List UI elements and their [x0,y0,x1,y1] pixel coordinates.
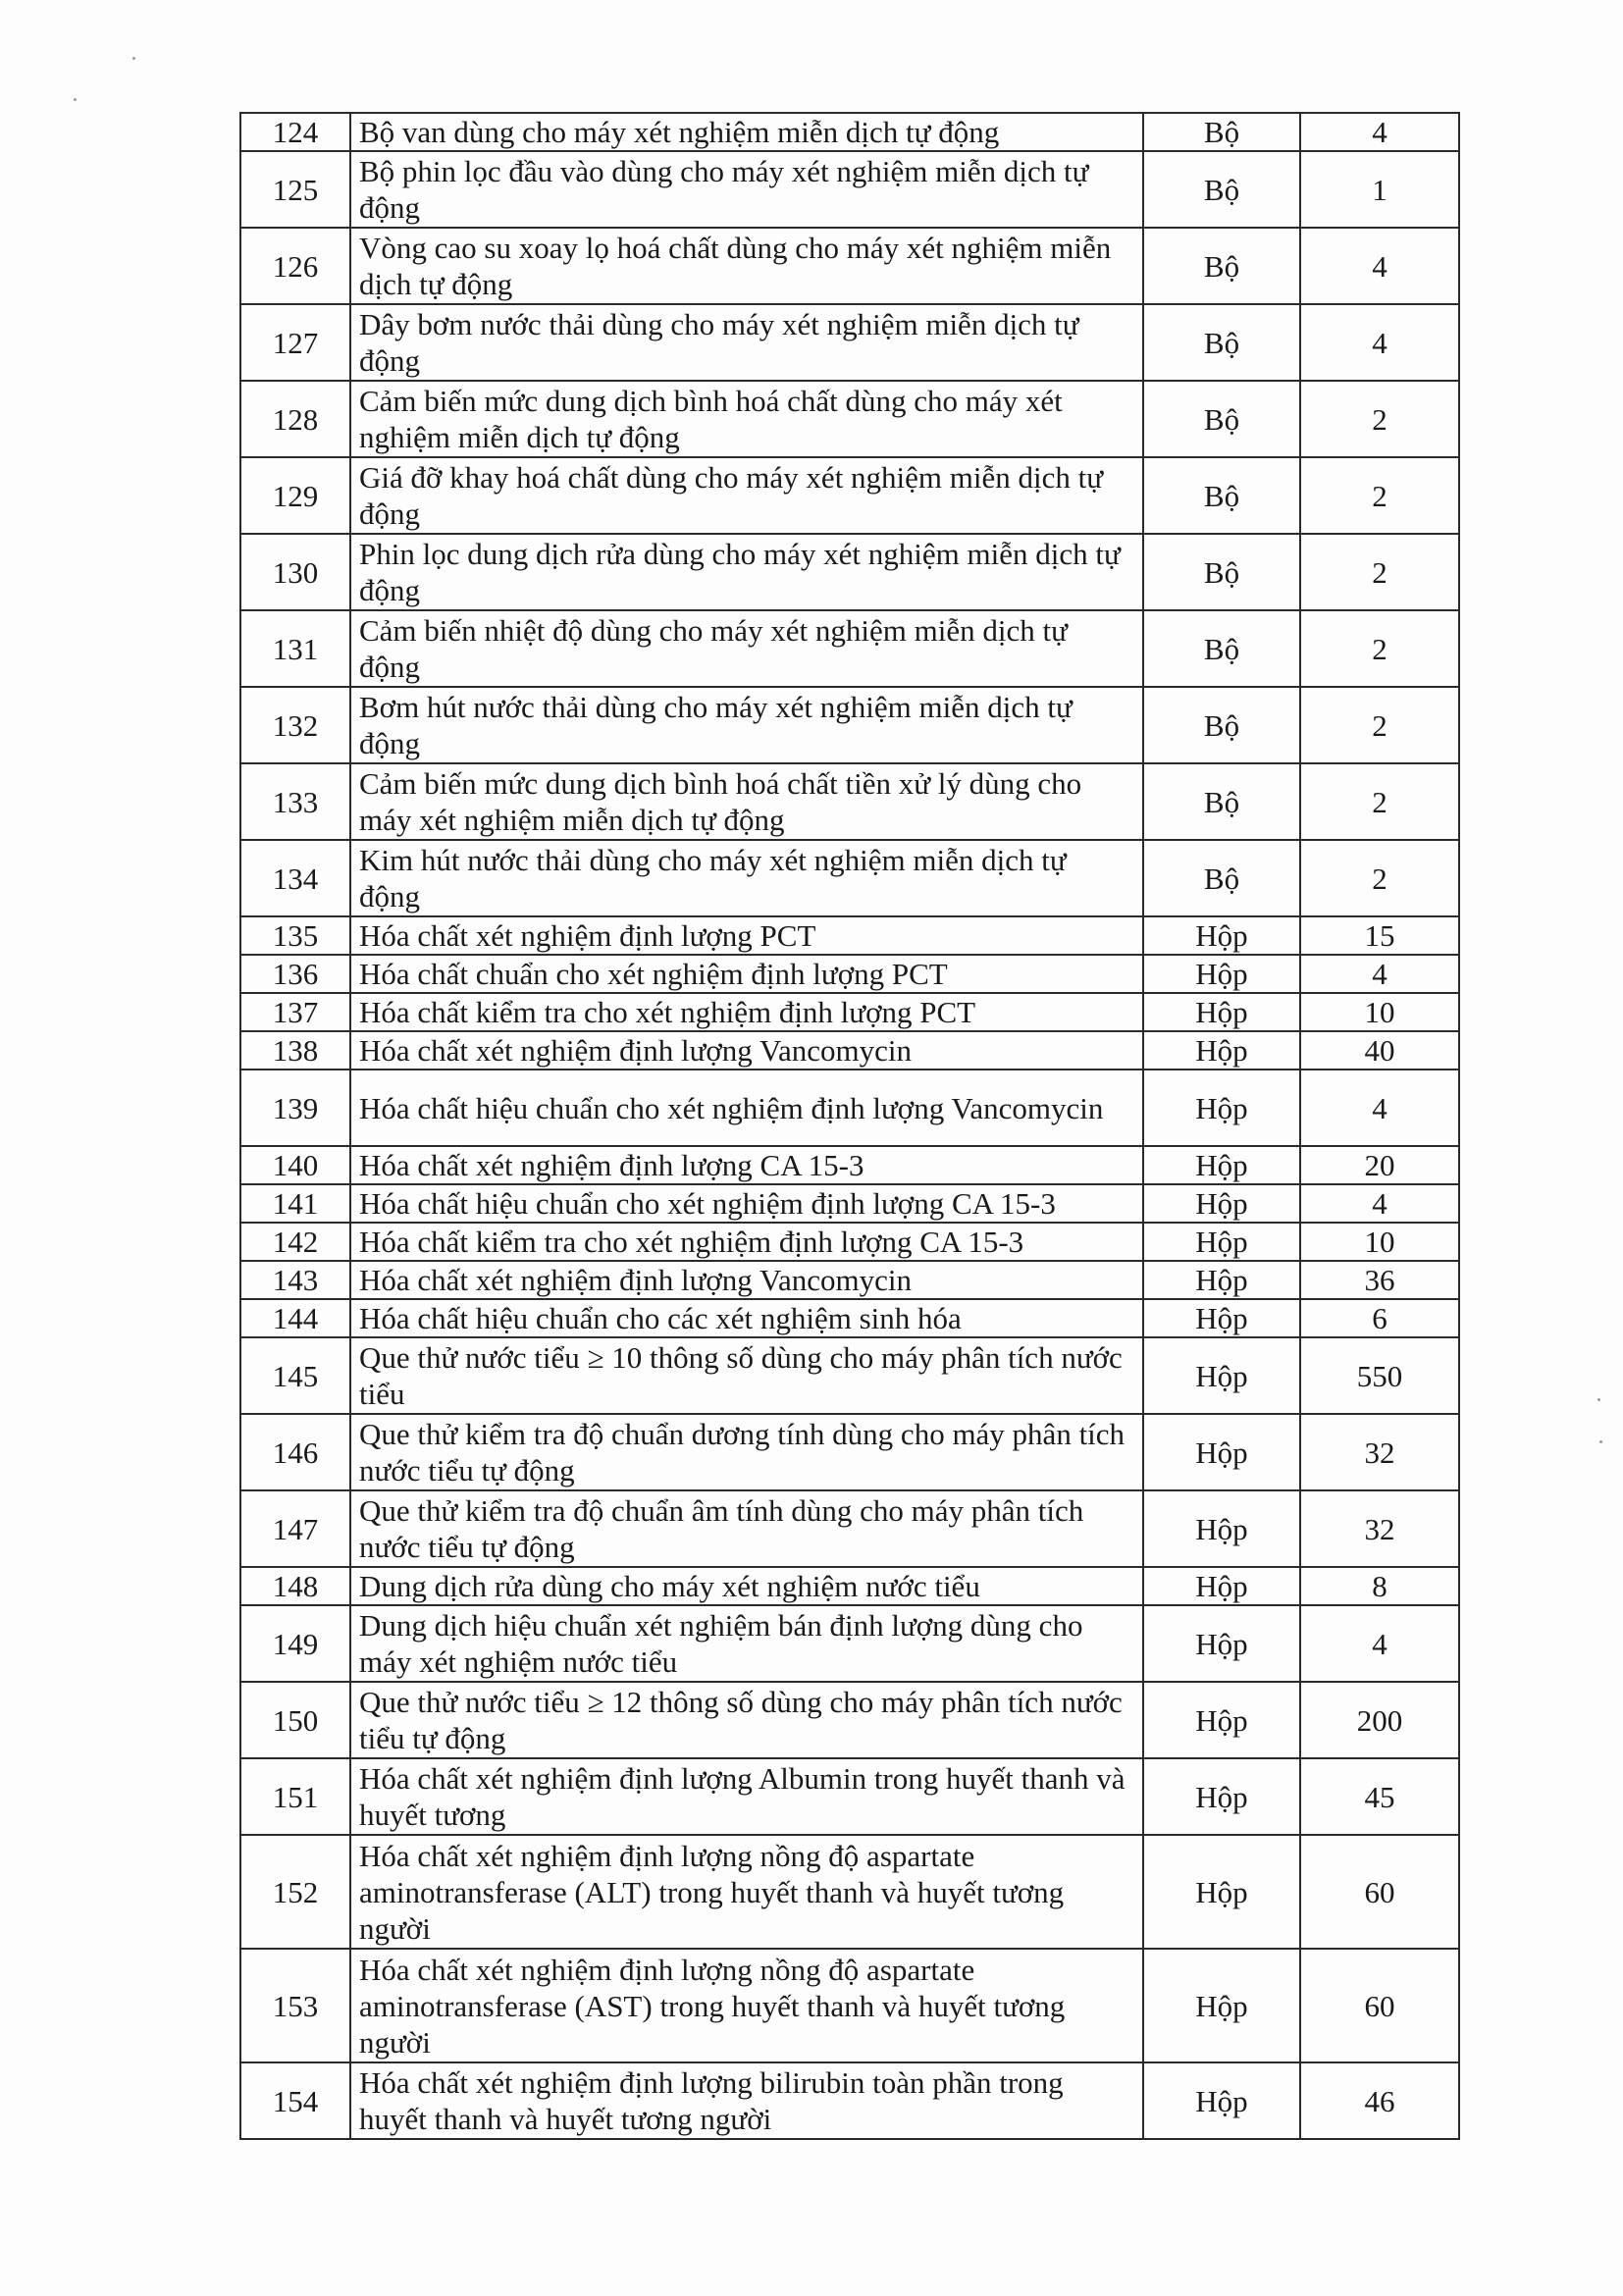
item-name: Dung dịch hiệu chuẩn xét nghiệm bán định lượng dùng cho máy xét nghiệm nước tiểu [350,1605,1143,1682]
row-number: 138 [240,1031,350,1070]
item-unit: Hộp [1143,1682,1300,1758]
item-name: Hóa chất xét nghiệm định lượng CA 15-3 [350,1146,1143,1184]
item-quantity: 2 [1300,610,1459,687]
row-number: 132 [240,687,350,763]
item-name: Hóa chất chuẩn cho xét nghiệm định lượng PCT [350,955,1143,993]
item-name: Dây bơm nước thải dùng cho máy xét nghiệm miễn dịch tự động [350,304,1143,381]
item-quantity: 4 [1300,1070,1459,1146]
item-unit: Hộp [1143,1261,1300,1299]
table-row [240,1567,1459,1605]
item-quantity: 15 [1300,916,1459,955]
scan-speck [1599,1440,1602,1443]
item-name: Bộ van dùng cho máy xét nghiệm miễn dịch tự động [350,113,1143,151]
item-unit: Hộp [1143,1567,1300,1605]
item-quantity: 2 [1300,457,1459,534]
item-name: Cảm biến mức dung dịch bình hoá chất dùng cho máy xét nghiệm miễn dịch tự động [350,381,1143,457]
table-row [240,1758,1459,1835]
item-name: Vòng cao su xoay lọ hoá chất dùng cho máy xét nghiệm miễn dịch tự động [350,228,1143,304]
table-row [240,2062,1459,2139]
item-name: Hóa chất xét nghiệm định lượng Vancomycin [350,1261,1143,1299]
item-quantity: 40 [1300,1031,1459,1070]
row-number: 142 [240,1223,350,1261]
row-number: 150 [240,1682,350,1758]
item-quantity: 10 [1300,993,1459,1031]
supplies-table [239,112,1460,2140]
item-name: Que thử nước tiểu ≥ 10 thông số dùng cho máy phân tích nước tiểu [350,1337,1143,1414]
item-unit: Hộp [1143,1605,1300,1682]
item-name: Hóa chất xét nghiệm định lượng PCT [350,916,1143,955]
row-number: 148 [240,1567,350,1605]
row-number: 139 [240,1070,350,1146]
table-row [240,534,1459,610]
table-row [240,1031,1459,1070]
row-number: 144 [240,1299,350,1337]
item-name: Hóa chất xét nghiệm định lượng nồng độ aspartate aminotransferase (ALT) trong huyết thanh và huyết tương người [350,1835,1143,1949]
row-number: 140 [240,1146,350,1184]
item-quantity: 4 [1300,228,1459,304]
supplies-table-body [240,113,1459,2139]
table-row [240,113,1459,151]
item-name: Dung dịch rửa dùng cho máy xét nghiệm nước tiểu [350,1567,1143,1605]
item-name: Bơm hút nước thải dùng cho máy xét nghiệm miễn dịch tự động [350,687,1143,763]
table-row [240,1682,1459,1758]
item-name: Hóa chất xét nghiệm định lượng Vancomycin [350,1031,1143,1070]
item-quantity: 2 [1300,763,1459,840]
table-row [240,1835,1459,1949]
row-number: 130 [240,534,350,610]
item-name: Cảm biến nhiệt độ dùng cho máy xét nghiệm miễn dịch tự động [350,610,1143,687]
item-quantity: 4 [1300,1184,1459,1223]
item-quantity: 6 [1300,1299,1459,1337]
item-name: Hóa chất kiểm tra cho xét nghiệm định lượng CA 15-3 [350,1223,1143,1261]
table-row [240,916,1459,955]
table-row [240,1337,1459,1414]
item-quantity: 4 [1300,113,1459,151]
item-unit: Hộp [1143,916,1300,955]
item-unit: Bộ [1143,381,1300,457]
item-unit: Hộp [1143,1184,1300,1223]
table-row [240,151,1459,228]
row-number: 151 [240,1758,350,1835]
item-unit: Hộp [1143,1070,1300,1146]
item-name: Que thử kiểm tra độ chuẩn âm tính dùng cho máy phân tích nước tiểu tự động [350,1490,1143,1567]
row-number: 145 [240,1337,350,1414]
item-name: Que thử kiểm tra độ chuẩn dương tính dùng cho máy phân tích nước tiểu tự động [350,1414,1143,1490]
item-name: Hóa chất hiệu chuẩn cho xét nghiệm định lượng Vancomycin [350,1070,1143,1146]
item-unit: Hộp [1143,1031,1300,1070]
table-row [240,1490,1459,1567]
table-row [240,1184,1459,1223]
table-row [240,1146,1459,1184]
item-unit: Hộp [1143,993,1300,1031]
table-row [240,1605,1459,1682]
item-quantity: 36 [1300,1261,1459,1299]
row-number: 154 [240,2062,350,2139]
row-number: 143 [240,1261,350,1299]
row-number: 146 [240,1414,350,1490]
table-row [240,1414,1459,1490]
item-unit: Hộp [1143,1490,1300,1567]
row-number: 152 [240,1835,350,1949]
item-quantity: 2 [1300,840,1459,916]
item-unit: Bộ [1143,687,1300,763]
item-name: Phin lọc dung dịch rửa dùng cho máy xét nghiệm miễn dịch tự động [350,534,1143,610]
item-quantity: 45 [1300,1758,1459,1835]
table-row [240,955,1459,993]
scan-speck [74,98,77,101]
item-quantity: 8 [1300,1567,1459,1605]
item-unit: Hộp [1143,1146,1300,1184]
table-row [240,1223,1459,1261]
item-unit: Bộ [1143,151,1300,228]
row-number: 149 [240,1605,350,1682]
row-number: 133 [240,763,350,840]
item-unit: Bộ [1143,304,1300,381]
item-quantity: 2 [1300,687,1459,763]
table-row [240,1070,1459,1146]
item-unit: Hộp [1143,955,1300,993]
table-row [240,381,1459,457]
item-quantity: 4 [1300,1605,1459,1682]
row-number: 136 [240,955,350,993]
row-number: 128 [240,381,350,457]
row-number: 153 [240,1949,350,2062]
item-quantity: 200 [1300,1682,1459,1758]
table-row [240,763,1459,840]
row-number: 134 [240,840,350,916]
item-quantity: 4 [1300,304,1459,381]
item-unit: Bộ [1143,763,1300,840]
item-name: Hóa chất kiểm tra cho xét nghiệm định lượng PCT [350,993,1143,1031]
table-row [240,1261,1459,1299]
table-row [240,457,1459,534]
item-name: Giá đỡ khay hoá chất dùng cho máy xét nghiệm miễn dịch tự động [350,457,1143,534]
item-quantity: 46 [1300,2062,1459,2139]
item-unit: Bộ [1143,840,1300,916]
item-quantity: 1 [1300,151,1459,228]
item-unit: Hộp [1143,1337,1300,1414]
table-row [240,993,1459,1031]
item-quantity: 60 [1300,1949,1459,2062]
item-quantity: 2 [1300,381,1459,457]
item-quantity: 10 [1300,1223,1459,1261]
table-row [240,1299,1459,1337]
row-number: 135 [240,916,350,955]
item-quantity: 2 [1300,534,1459,610]
item-name: Hóa chất hiệu chuẩn cho các xét nghiệm sinh hóa [350,1299,1143,1337]
row-number: 124 [240,113,350,151]
item-quantity: 32 [1300,1414,1459,1490]
item-name: Hóa chất hiệu chuẩn cho xét nghiệm định lượng CA 15-3 [350,1184,1143,1223]
item-name: Bộ phin lọc đầu vào dùng cho máy xét nghiệm miễn dịch tự động [350,151,1143,228]
item-quantity: 550 [1300,1337,1459,1414]
item-name: Hóa chất xét nghiệm định lượng nồng độ aspartate aminotransferase (AST) trong huyết thanh và huyết tương người [350,1949,1143,2062]
item-unit: Hộp [1143,1835,1300,1949]
table-row [240,687,1459,763]
row-number: 129 [240,457,350,534]
table-row [240,1949,1459,2062]
table-row [240,304,1459,381]
row-number: 127 [240,304,350,381]
item-unit: Hộp [1143,1949,1300,2062]
item-unit: Hộp [1143,2062,1300,2139]
item-unit: Hộp [1143,1414,1300,1490]
row-number: 137 [240,993,350,1031]
item-unit: Hộp [1143,1299,1300,1337]
row-number: 147 [240,1490,350,1567]
item-name: Hóa chất xét nghiệm định lượng bilirubin toàn phần trong huyết thanh và huyết tương người [350,2062,1143,2139]
row-number: 141 [240,1184,350,1223]
item-quantity: 32 [1300,1490,1459,1567]
scan-speck [1597,1398,1600,1401]
item-unit: Bộ [1143,113,1300,151]
item-name: Kim hút nước thải dùng cho máy xét nghiệm miễn dịch tự động [350,840,1143,916]
row-number: 126 [240,228,350,304]
item-unit: Bộ [1143,610,1300,687]
row-number: 125 [240,151,350,228]
item-name: Que thử nước tiểu ≥ 12 thông số dùng cho máy phân tích nước tiểu tự động [350,1682,1143,1758]
item-name: Hóa chất xét nghiệm định lượng Albumin trong huyết thanh và huyết tương [350,1758,1143,1835]
item-unit: Bộ [1143,228,1300,304]
item-unit: Bộ [1143,534,1300,610]
item-unit: Bộ [1143,457,1300,534]
table-row [240,228,1459,304]
table-row [240,840,1459,916]
item-quantity: 20 [1300,1146,1459,1184]
item-quantity: 4 [1300,955,1459,993]
item-unit: Hộp [1143,1223,1300,1261]
item-quantity: 60 [1300,1835,1459,1949]
scan-speck [132,57,135,60]
item-name: Cảm biến mức dung dịch bình hoá chất tiền xử lý dùng cho máy xét nghiệm miễn dịch tự động [350,763,1143,840]
row-number: 131 [240,610,350,687]
item-unit: Hộp [1143,1758,1300,1835]
table-row [240,610,1459,687]
